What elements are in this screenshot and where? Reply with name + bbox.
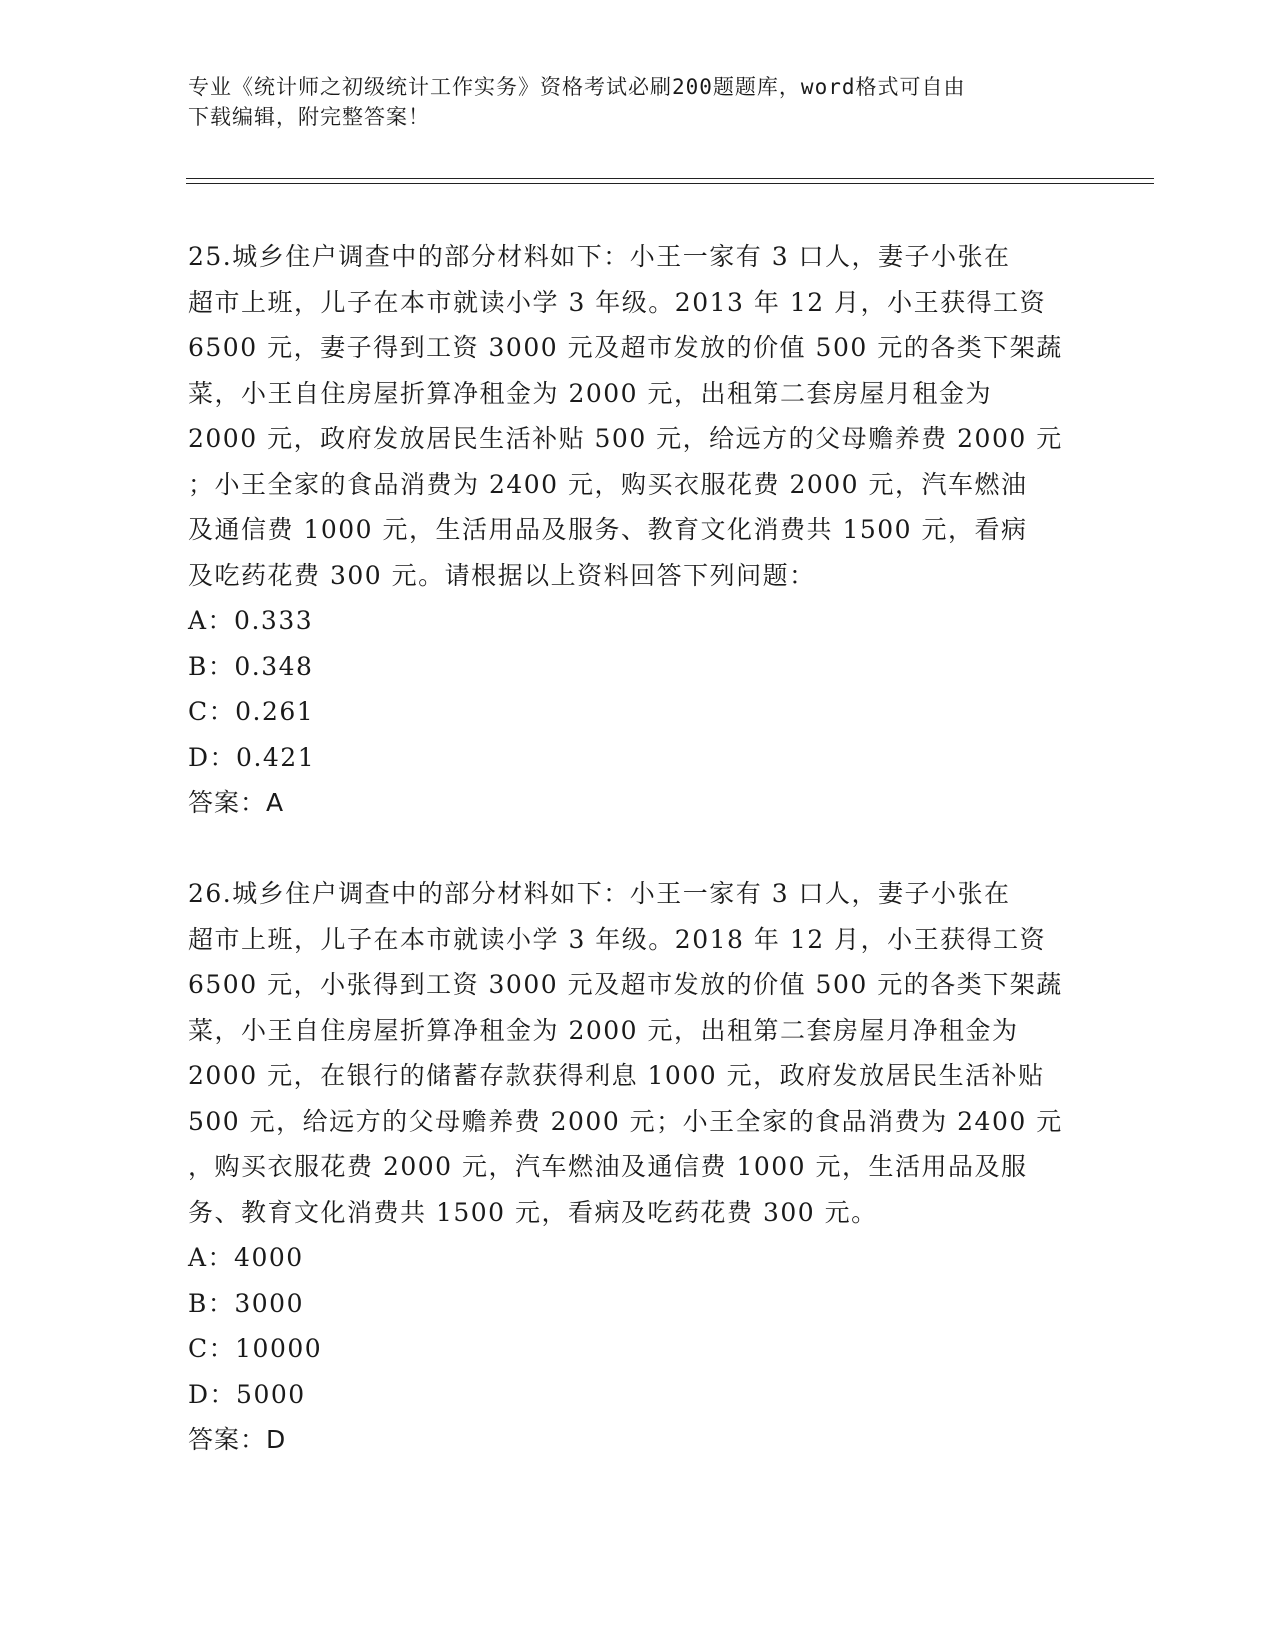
stem-line: 及通信费 1000 元，生活用品及服务、教育文化消费共 1500 元，看病: [188, 515, 1028, 544]
option-a: A：4000: [188, 1243, 304, 1272]
stem-line: 26.城乡住户调查中的部分材料如下：小王一家有 3 口人，妻子小张在: [188, 879, 1011, 908]
option-c: C：0.261: [188, 697, 315, 726]
header-line: 下载编辑，附完整答案！: [188, 105, 430, 129]
option-a: A：0.333: [188, 606, 314, 635]
question-stem: [188, 871, 1088, 1235]
option-b: B：3000: [188, 1288, 304, 1318]
option-list: [188, 598, 1088, 780]
stem-line: 6500 元，妻子得到工资 3000 元及超市发放的价值 500 元的各类下架蔬: [188, 333, 1063, 362]
stem-line: 2000 元，政府发放居民生活补贴 500 元，给远方的父母赡养费 2000 元: [188, 424, 1063, 453]
document-header: [188, 72, 1068, 132]
answer-label: 答案：D: [188, 1425, 287, 1454]
option-list: [188, 1235, 1088, 1417]
stem-line: 6500 元，小张得到工资 3000 元及超市发放的价值 500 元的各类下架蔬: [188, 970, 1063, 999]
stem-line: 超市上班，儿子在本市就读小学 3 年级。2013 年 12 月，小王获得工资: [188, 287, 1047, 317]
question-stem: [188, 234, 1088, 598]
question-25: [188, 234, 1088, 826]
stem-line: 2000 元，在银行的储蓄存款获得利息 1000 元，政府发放居民生活补贴: [188, 1061, 1045, 1090]
header-line: 专业《统计师之初级统计工作实务》资格考试必刷200题题库，word格式可自由: [188, 75, 966, 99]
stem-line: ，购买衣服花费 2000 元，汽车燃油及通信费 1000 元，生活用品及服: [188, 1152, 1028, 1181]
header-divider-top: [186, 178, 1154, 179]
option-b: B：0.348: [188, 651, 314, 681]
stem-line: ；小王全家的食品消费为 2400 元，购买衣服花费 2000 元，汽车燃油: [188, 469, 1028, 499]
option-d: D：5000: [188, 1379, 306, 1409]
option-c: C：10000: [188, 1334, 323, 1363]
header-divider-bottom: [186, 183, 1154, 184]
stem-line: 及吃药花费 300 元。请根据以上资料回答下列问题：: [188, 560, 816, 590]
stem-line: 菜，小王自住房屋折算净租金为 2000 元，出租第二套房屋月租金为: [188, 378, 993, 408]
stem-line: 菜，小王自住房屋折算净租金为 2000 元，出租第二套房屋月净租金为: [188, 1015, 1019, 1045]
answer-label: 答案：A: [188, 788, 285, 817]
question-26: [188, 871, 1088, 1463]
stem-line: 500 元，给远方的父母赡养费 2000 元；小王全家的食品消费为 2400 元: [188, 1106, 1063, 1136]
stem-line: 25.城乡住户调查中的部分材料如下：小王一家有 3 口人，妻子小张在: [188, 242, 1011, 271]
stem-line: 超市上班，儿子在本市就读小学 3 年级。2018 年 12 月，小王获得工资: [188, 924, 1047, 954]
option-d: D：0.421: [188, 742, 316, 772]
stem-line: 务、教育文化消费共 1500 元，看病及吃药花费 300 元。: [188, 1197, 878, 1227]
